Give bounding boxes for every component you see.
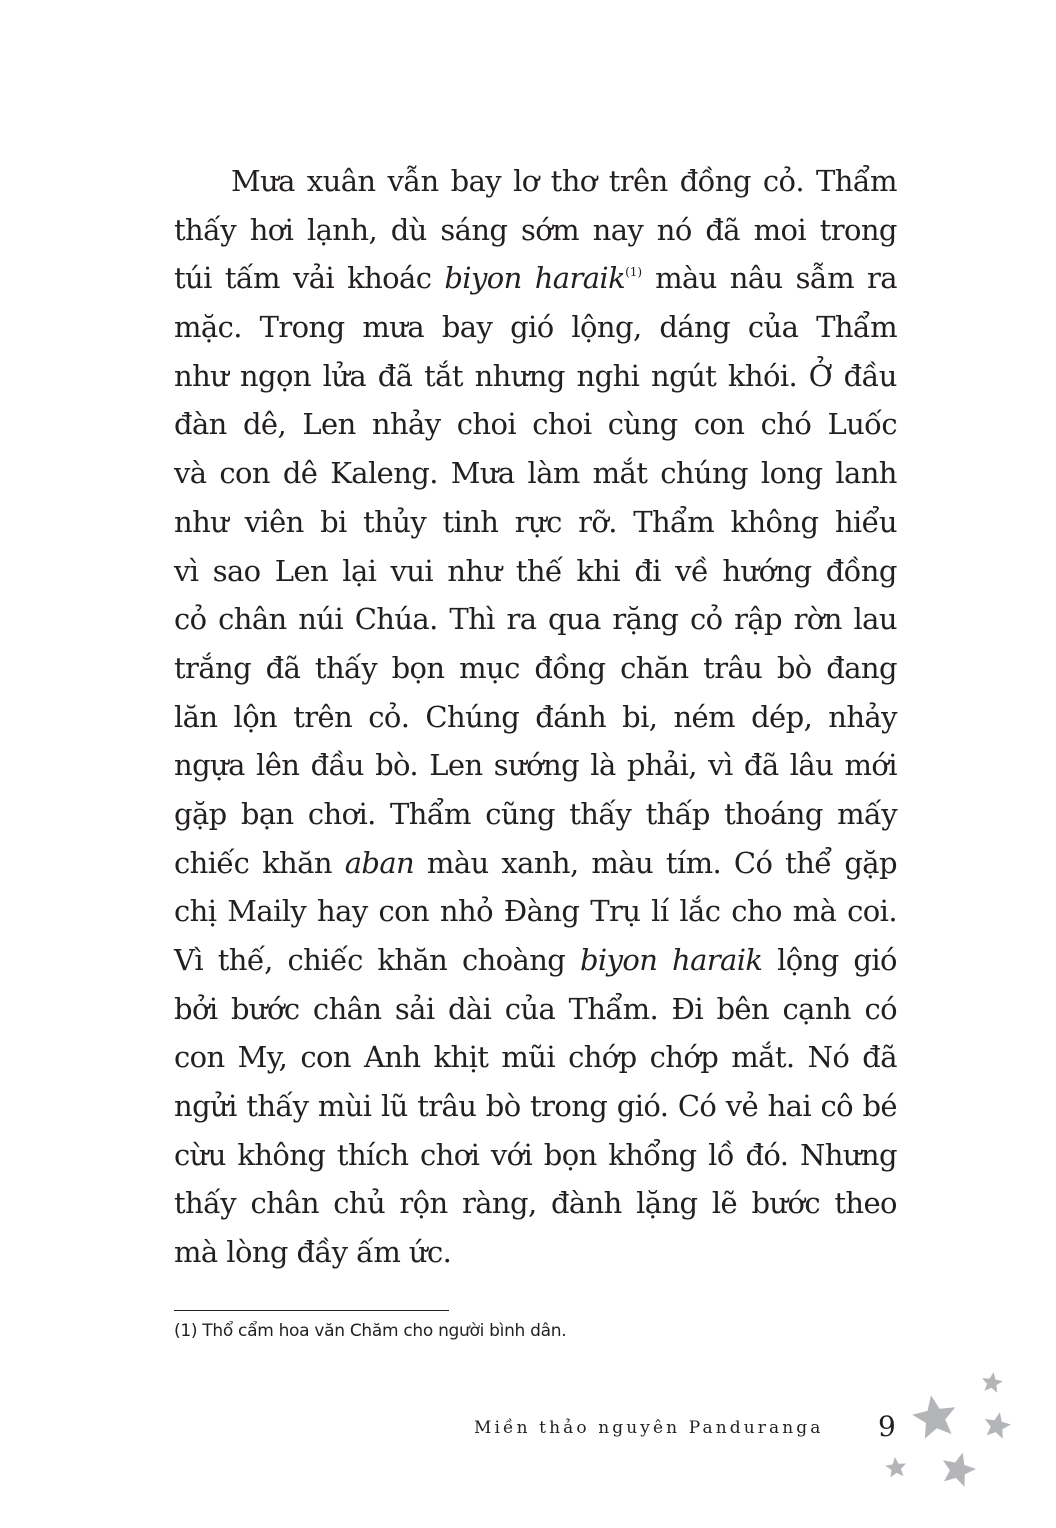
text-line xyxy=(174,498,897,547)
word: bi xyxy=(320,504,347,539)
word: thấy xyxy=(569,796,632,831)
word: lơ xyxy=(513,164,539,198)
word: thấp xyxy=(645,796,710,831)
star-icon xyxy=(885,1457,907,1479)
word: cỏ xyxy=(174,602,207,637)
star-icon xyxy=(912,1395,958,1441)
word: Len xyxy=(302,407,356,442)
word: bọn xyxy=(391,650,445,685)
word: coi. xyxy=(847,894,897,929)
word: phải, xyxy=(626,748,697,783)
text-line xyxy=(174,303,897,352)
word: con xyxy=(174,1040,225,1075)
word: cỏ xyxy=(689,602,723,637)
word: lại xyxy=(342,553,377,588)
word: mà xyxy=(174,1235,218,1270)
word: nhảy xyxy=(828,699,897,734)
text-line xyxy=(174,1131,897,1180)
word: Luốc xyxy=(827,407,897,442)
text-line xyxy=(174,1228,897,1277)
word: khăn xyxy=(377,943,448,977)
word: sẫm xyxy=(795,261,854,296)
word: chăn xyxy=(620,650,689,685)
word: tinh xyxy=(442,504,499,539)
word: Trong xyxy=(259,310,345,345)
text-line xyxy=(174,206,897,255)
word: haraik$^{(1)}$ xyxy=(534,261,643,296)
word: ngọn xyxy=(239,358,311,393)
word: Nó xyxy=(807,1040,850,1075)
word: của xyxy=(747,310,799,345)
word: có xyxy=(864,991,897,1026)
word: mặc. xyxy=(174,310,242,345)
word: cùng xyxy=(607,407,678,442)
word: mục xyxy=(459,650,520,685)
word: chơi xyxy=(420,1137,480,1172)
word: mắt. xyxy=(731,1040,795,1075)
word: lòng xyxy=(226,1235,288,1270)
word: mưa xyxy=(362,310,425,345)
word: đầy xyxy=(296,1235,348,1270)
word: nó xyxy=(656,212,692,247)
word: ngút xyxy=(651,358,717,393)
word: thấy xyxy=(314,650,377,685)
word: bạn xyxy=(240,796,294,831)
word: mấy xyxy=(837,796,897,831)
word: dê xyxy=(282,456,318,491)
word: Len xyxy=(274,553,329,588)
word: Có xyxy=(677,1089,717,1124)
word: rực xyxy=(514,504,562,539)
word: chó xyxy=(760,407,812,442)
text-line xyxy=(174,547,897,596)
word: bay xyxy=(450,164,502,198)
word: đầu xyxy=(843,358,897,393)
word: Đàng xyxy=(503,894,580,929)
text-line xyxy=(174,790,897,839)
word: Thẩm xyxy=(816,164,897,198)
word: trong xyxy=(530,1089,608,1124)
word: đành xyxy=(550,1186,622,1221)
word: rặng xyxy=(612,602,679,637)
word: xuân xyxy=(306,164,376,198)
word: đang xyxy=(826,650,897,685)
word: mũi xyxy=(501,1040,556,1075)
word: Vì xyxy=(174,943,204,977)
word: Anh xyxy=(363,1040,421,1075)
word: sải xyxy=(394,991,435,1026)
word: con xyxy=(219,456,270,491)
word: lồ xyxy=(708,1137,734,1172)
star-icon xyxy=(981,1372,1003,1394)
word: Kaleng. xyxy=(330,456,438,491)
word: rập xyxy=(734,602,783,637)
word: đi xyxy=(634,553,661,588)
word: đã xyxy=(862,1040,897,1075)
word: My, xyxy=(237,1040,288,1075)
word: mới xyxy=(844,748,897,783)
word: khịt xyxy=(433,1040,489,1075)
word: thấy xyxy=(174,1186,237,1221)
word: thủy xyxy=(363,504,427,539)
text-line xyxy=(174,1082,897,1131)
word: ấm xyxy=(356,1235,401,1270)
word: lâu xyxy=(789,748,834,783)
word: ràng, xyxy=(461,1186,537,1221)
word: thơ xyxy=(550,164,597,198)
word: choàng xyxy=(461,943,566,977)
word: rỡ. xyxy=(578,504,617,539)
word: thấy xyxy=(174,212,237,247)
word: không xyxy=(237,1137,326,1172)
word: vui xyxy=(390,553,434,588)
word: lũ xyxy=(380,1089,408,1124)
text-line xyxy=(174,400,897,449)
word: nhỏ xyxy=(439,894,493,929)
word: biyon xyxy=(579,943,658,977)
word: cô xyxy=(820,1089,853,1124)
word: vẻ xyxy=(725,1089,759,1124)
word: như xyxy=(174,504,229,539)
word: ngửi xyxy=(174,1089,237,1124)
word: theo xyxy=(834,1186,897,1221)
word: thể xyxy=(785,845,832,880)
word: con xyxy=(693,407,745,442)
word: trắng xyxy=(174,650,252,685)
word: mắt xyxy=(592,456,648,491)
word: Nhưng xyxy=(799,1137,897,1172)
word: gặp xyxy=(844,845,897,880)
word: trong xyxy=(819,212,897,247)
word: hơi xyxy=(249,212,294,247)
word: nhưng xyxy=(474,358,565,393)
word: chớp xyxy=(568,1040,637,1075)
word: lên xyxy=(256,748,300,783)
word: thích xyxy=(336,1137,409,1172)
text-line xyxy=(174,1033,897,1082)
word: khăn xyxy=(262,845,332,880)
word: khổng xyxy=(608,1137,697,1172)
word: tím. xyxy=(665,845,722,880)
word: aban xyxy=(344,845,415,880)
word: hai xyxy=(767,1089,812,1124)
word: sướng xyxy=(493,748,580,783)
word: đầu xyxy=(310,748,364,783)
word: xanh, xyxy=(501,845,579,880)
running-title: Miền thảo nguyên Panduranga xyxy=(474,1418,824,1438)
word: Thì xyxy=(449,602,495,637)
footnote-marker: (1) xyxy=(625,265,643,280)
word: con xyxy=(378,894,430,929)
word: đàn xyxy=(174,407,227,442)
word: lộng, xyxy=(571,310,642,345)
word: gió xyxy=(510,310,554,345)
word: Trụ xyxy=(590,894,641,929)
word: Thẩm. xyxy=(568,991,659,1026)
word: dáng xyxy=(659,310,731,345)
word: ra xyxy=(506,602,537,637)
word: sớm xyxy=(520,212,580,247)
word: núi xyxy=(298,602,344,637)
word: lăn xyxy=(174,699,218,734)
word: chớp xyxy=(649,1040,719,1075)
page-number: 9 xyxy=(878,1410,896,1443)
word: chúng xyxy=(660,456,749,491)
word: thoáng xyxy=(724,796,823,831)
word: trâu xyxy=(417,1089,477,1124)
word: choi xyxy=(532,407,592,442)
word: hay xyxy=(317,894,368,929)
word: sao xyxy=(212,553,261,588)
word: trên xyxy=(293,699,353,734)
word: moi xyxy=(753,212,807,247)
word: mùi xyxy=(317,1089,372,1124)
word: chiếc xyxy=(287,943,363,977)
word: long xyxy=(760,456,823,491)
word: màu xyxy=(655,261,717,296)
word: màu xyxy=(426,845,489,880)
word: về xyxy=(675,553,709,588)
word: ném xyxy=(673,699,736,734)
word: Chúng xyxy=(425,699,520,734)
word: ức. xyxy=(408,1235,452,1270)
word: nghi xyxy=(576,358,640,393)
word: lí xyxy=(651,894,669,929)
word: trâu xyxy=(703,650,763,685)
word: là xyxy=(590,748,616,783)
word: nâu xyxy=(729,261,783,296)
word: bò xyxy=(776,650,812,685)
word: làm xyxy=(527,456,580,491)
text-line xyxy=(174,449,897,498)
word: Len xyxy=(429,748,483,783)
word: lắc xyxy=(679,894,721,929)
word: tấm xyxy=(224,261,280,296)
word: vì xyxy=(174,553,199,588)
word: gió xyxy=(853,943,897,977)
footnote: (1) Thổ cẩm hoa văn Chăm cho người bình dân. xyxy=(174,1321,567,1341)
word: lặng xyxy=(636,1186,698,1221)
word: gặp xyxy=(174,796,227,831)
word: khoác xyxy=(347,261,432,296)
text-line xyxy=(174,936,897,985)
text-line xyxy=(174,1179,897,1228)
word: Ở xyxy=(808,358,832,393)
word: cỏ. xyxy=(762,164,805,198)
word: Có xyxy=(733,845,773,880)
word: bởi xyxy=(174,991,218,1026)
word: trên xyxy=(608,164,668,198)
word: hiểu xyxy=(834,504,897,539)
word: bọn xyxy=(543,1137,597,1172)
word: lộn xyxy=(233,699,278,734)
word: dê, xyxy=(242,407,287,442)
word: chân xyxy=(312,991,382,1026)
word: Thẩm xyxy=(633,504,715,539)
word: mà xyxy=(792,894,837,929)
word: bên xyxy=(716,991,770,1026)
word: đã xyxy=(705,212,740,247)
word: bước xyxy=(751,1186,820,1221)
word: gió. xyxy=(616,1089,669,1124)
word: bò. xyxy=(375,748,418,783)
word: chân xyxy=(250,1186,319,1221)
word: với xyxy=(490,1137,533,1172)
word: chân xyxy=(218,602,287,637)
word: chơi. xyxy=(307,796,376,831)
word: của xyxy=(504,991,556,1026)
word: Chúa. xyxy=(354,602,438,637)
word: ra xyxy=(866,261,897,296)
word: cừu xyxy=(174,1137,226,1172)
word: bay xyxy=(441,310,493,345)
footnote-divider xyxy=(174,1310,449,1311)
word: đó. xyxy=(745,1137,789,1172)
word: như xyxy=(174,358,229,393)
word: khi xyxy=(576,553,621,588)
word: bước xyxy=(230,991,300,1026)
word: lẽ xyxy=(711,1186,738,1221)
word: dù xyxy=(390,212,427,247)
word: bi, xyxy=(622,699,658,734)
word: lạnh, xyxy=(306,212,378,247)
word: đã xyxy=(377,358,413,393)
word: túi xyxy=(174,261,212,296)
word: choi xyxy=(456,407,517,442)
word: cạnh xyxy=(782,991,852,1026)
word: rộn xyxy=(399,1186,448,1221)
word: cỏ. xyxy=(368,699,410,734)
word: đã xyxy=(265,650,301,685)
text-line xyxy=(174,693,897,742)
text-line xyxy=(174,741,897,790)
word: đồng xyxy=(825,553,897,588)
star-icon xyxy=(940,1452,976,1488)
word: viên xyxy=(244,504,304,539)
word: con xyxy=(300,1040,351,1075)
word: thế xyxy=(515,553,563,588)
text-line xyxy=(174,887,897,936)
word: và xyxy=(174,456,207,491)
word: chiếc xyxy=(174,845,250,880)
word: bò xyxy=(485,1089,521,1124)
word: chị xyxy=(174,894,217,929)
text-line xyxy=(174,352,897,401)
word: nhảy xyxy=(371,407,441,442)
word: khói. xyxy=(727,358,798,393)
word: màu xyxy=(591,845,654,880)
word: lộng xyxy=(777,943,839,977)
word: lanh xyxy=(835,456,897,491)
word: tắt xyxy=(424,358,463,393)
word: thế, xyxy=(217,943,273,977)
word: dép, xyxy=(751,699,813,734)
word: qua xyxy=(548,602,601,637)
word: cũng xyxy=(485,796,555,831)
word: sáng xyxy=(440,212,508,247)
word: haraik xyxy=(672,943,763,977)
word: cho xyxy=(731,894,782,929)
word: Mưa xyxy=(450,456,515,491)
word: bé xyxy=(862,1089,897,1124)
text-line xyxy=(174,839,897,888)
word: đã xyxy=(743,748,779,783)
word: biyon xyxy=(444,261,522,296)
word: đồng xyxy=(534,650,606,685)
word: vải xyxy=(292,261,335,296)
text-line xyxy=(174,985,897,1034)
word: Maily xyxy=(227,894,307,929)
word: vẫn xyxy=(387,164,439,198)
word: chủ xyxy=(333,1186,386,1221)
word: lau xyxy=(853,602,897,637)
word: không xyxy=(730,504,819,539)
word: nay xyxy=(592,212,644,247)
text-line xyxy=(174,595,897,644)
text-line xyxy=(174,157,897,206)
word: Đi xyxy=(671,991,704,1026)
word: dài xyxy=(447,991,492,1026)
word: đồng xyxy=(679,164,751,198)
word: như xyxy=(447,553,502,588)
word: Thẩm xyxy=(390,796,471,831)
word: thấy xyxy=(246,1089,309,1124)
star-icon xyxy=(983,1412,1011,1440)
word: rờn xyxy=(793,602,842,637)
word: đánh xyxy=(535,699,607,734)
text-line xyxy=(174,254,897,303)
word: ngựa xyxy=(174,748,245,783)
text-line xyxy=(174,644,897,693)
word: lửa xyxy=(322,358,367,393)
body-paragraph xyxy=(174,157,897,1277)
word: hướng xyxy=(722,553,812,588)
word: Mưa xyxy=(231,164,295,198)
word: Thẩm xyxy=(816,310,897,345)
word: vì xyxy=(708,748,733,783)
